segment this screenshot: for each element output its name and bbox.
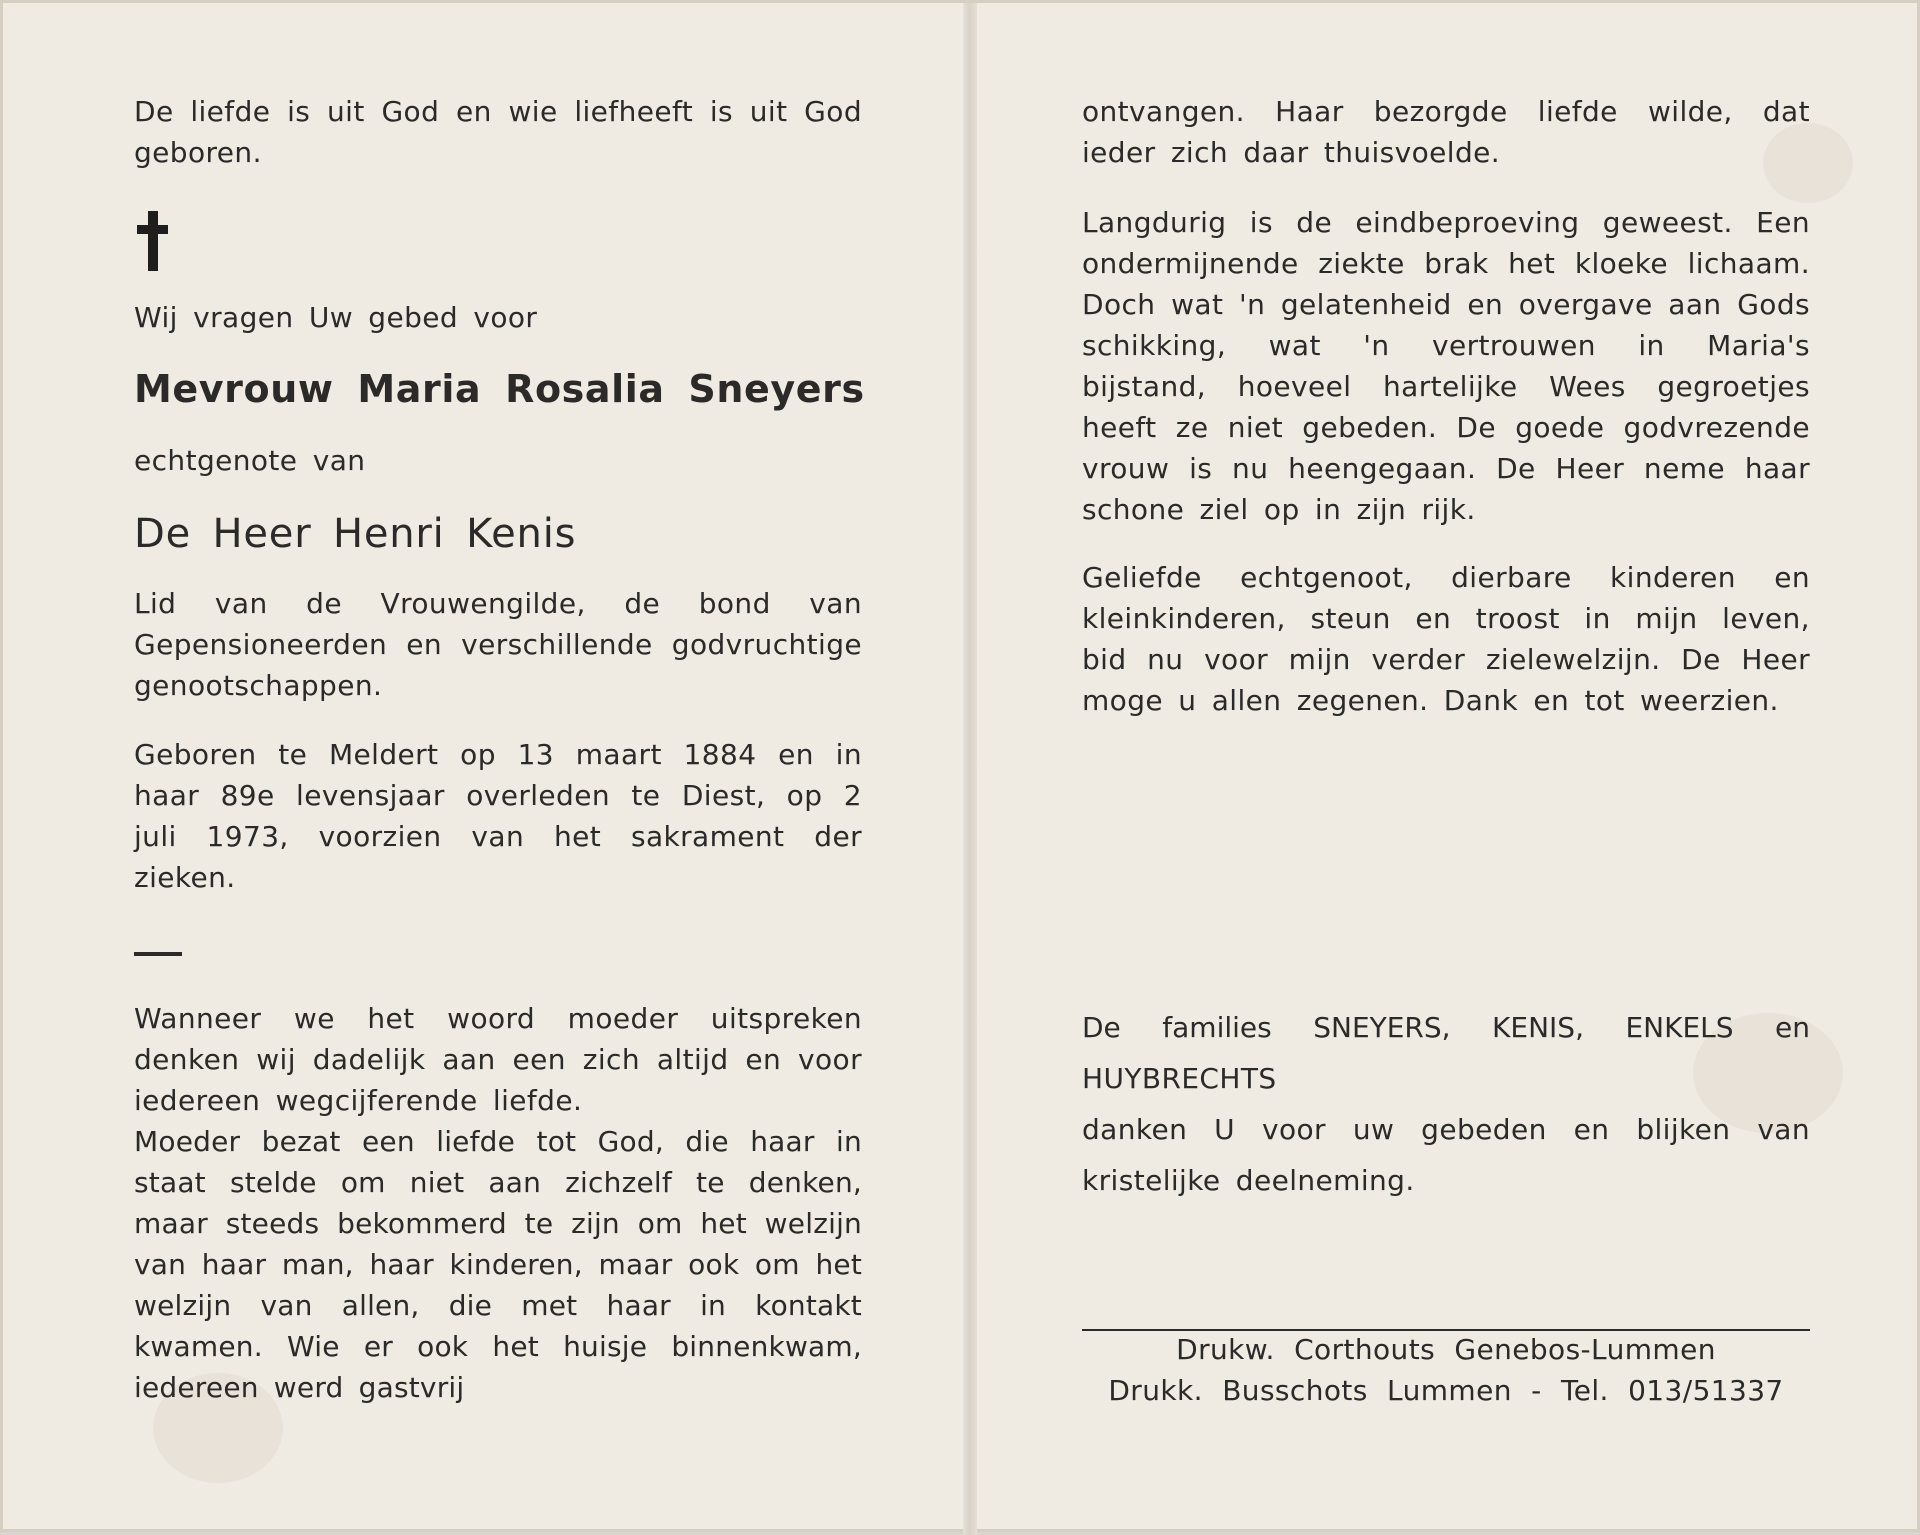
families-word: SNEYERS, [1313, 1011, 1451, 1044]
continuation-paragraph: ontvangen. Haar bezorgde liefde wilde, dat ieder zich daar thuisvoelde. [1082, 95, 1810, 169]
spouse-name: De Heer Henri Kenis [134, 511, 577, 557]
section-dash [134, 952, 182, 956]
deceased-name: Mevrouw Maria Rosalia Sneyers [134, 367, 865, 411]
families-word: De [1082, 1011, 1121, 1044]
center-fold [963, 3, 977, 1535]
memberships-paragraph: Lid van de Vrouwengilde, de bond van Gepensioneerden en verschillende godvruchtige genootschappen. [134, 587, 862, 702]
families-word: KENIS, [1492, 1011, 1584, 1044]
spouse-intro: echtgenote van [134, 444, 366, 477]
printer-divider [1082, 1329, 1810, 1331]
farewell-paragraph: Geliefde echtgenoot, dierbare kinderen en kleinkinderen, steun en troost in mijn leven, bid nu voor mijn verder zielewelzijn. De Heer moge u allen zegenen. Dank en tot weerzien. [1082, 561, 1810, 717]
families-last: HUYBRECHTS [1082, 1062, 1277, 1095]
families-word: en [1775, 1011, 1810, 1044]
families-word: families [1162, 1011, 1272, 1044]
birth-death-paragraph: Geboren te Meldert op 13 maart 1884 en in haar 89e levensjaar overleden te Diest, op 2 juli 1973, voorzien van het sakrament der zieken. [134, 738, 862, 894]
cross-icon [137, 211, 168, 271]
printer-line-1: Drukw. Corthouts Genebos-Lummen [1176, 1333, 1716, 1366]
right-page [1082, 3, 1810, 1535]
families-line [1082, 1002, 1810, 1053]
thanks-paragraph: danken U voor uw gebeden en blijken van kristelijke deelneming. [1082, 1113, 1810, 1197]
families-word: ENKELS [1625, 1011, 1734, 1044]
opening-quote: De liefde is uit God en wie liefheeft is uit God geboren. [134, 95, 862, 169]
families-block [1082, 1002, 1810, 1206]
printer-line-2: Drukk. Busschots Lummen - Tel. 013/51337 [1108, 1374, 1784, 1407]
left-page [134, 3, 865, 1535]
tribute-paragraph: Wanneer we het woord moeder uitspreken denken wij dadelijk aan een zich altijd en voor iedereen wegcijferende liefde. [134, 1002, 862, 1117]
prayer-request: Wij vragen Uw gebed voor [134, 301, 538, 334]
illness-paragraph: Langdurig is de eindbeproeving geweest. Een ondermijnende ziekte brak het kloeke lichaam. Doch wat 'n gelatenheid en overgave aan Gods schikking, wat 'n vertrouwen in Maria's bijstand, hoeveel hartelijke Wees gegroetjes heeft ze niet gebeden. De goede godvrezende vrouw is nu heengegaan. De Heer neme haar schone ziel op in zijn rijk. [1082, 206, 1810, 526]
tribute-continued-paragraph: Moeder bezat een liefde tot God, die haar in staat stelde om niet aan zichzelf te denken, maar steeds bekommerd te zijn om het welzijn van haar man, haar kinderen, maar ook om het welzijn van allen, die met haar in kontakt kwamen. Wie er ook het huisje binnenkwam, iedereen werd gastvrij [134, 1125, 862, 1404]
